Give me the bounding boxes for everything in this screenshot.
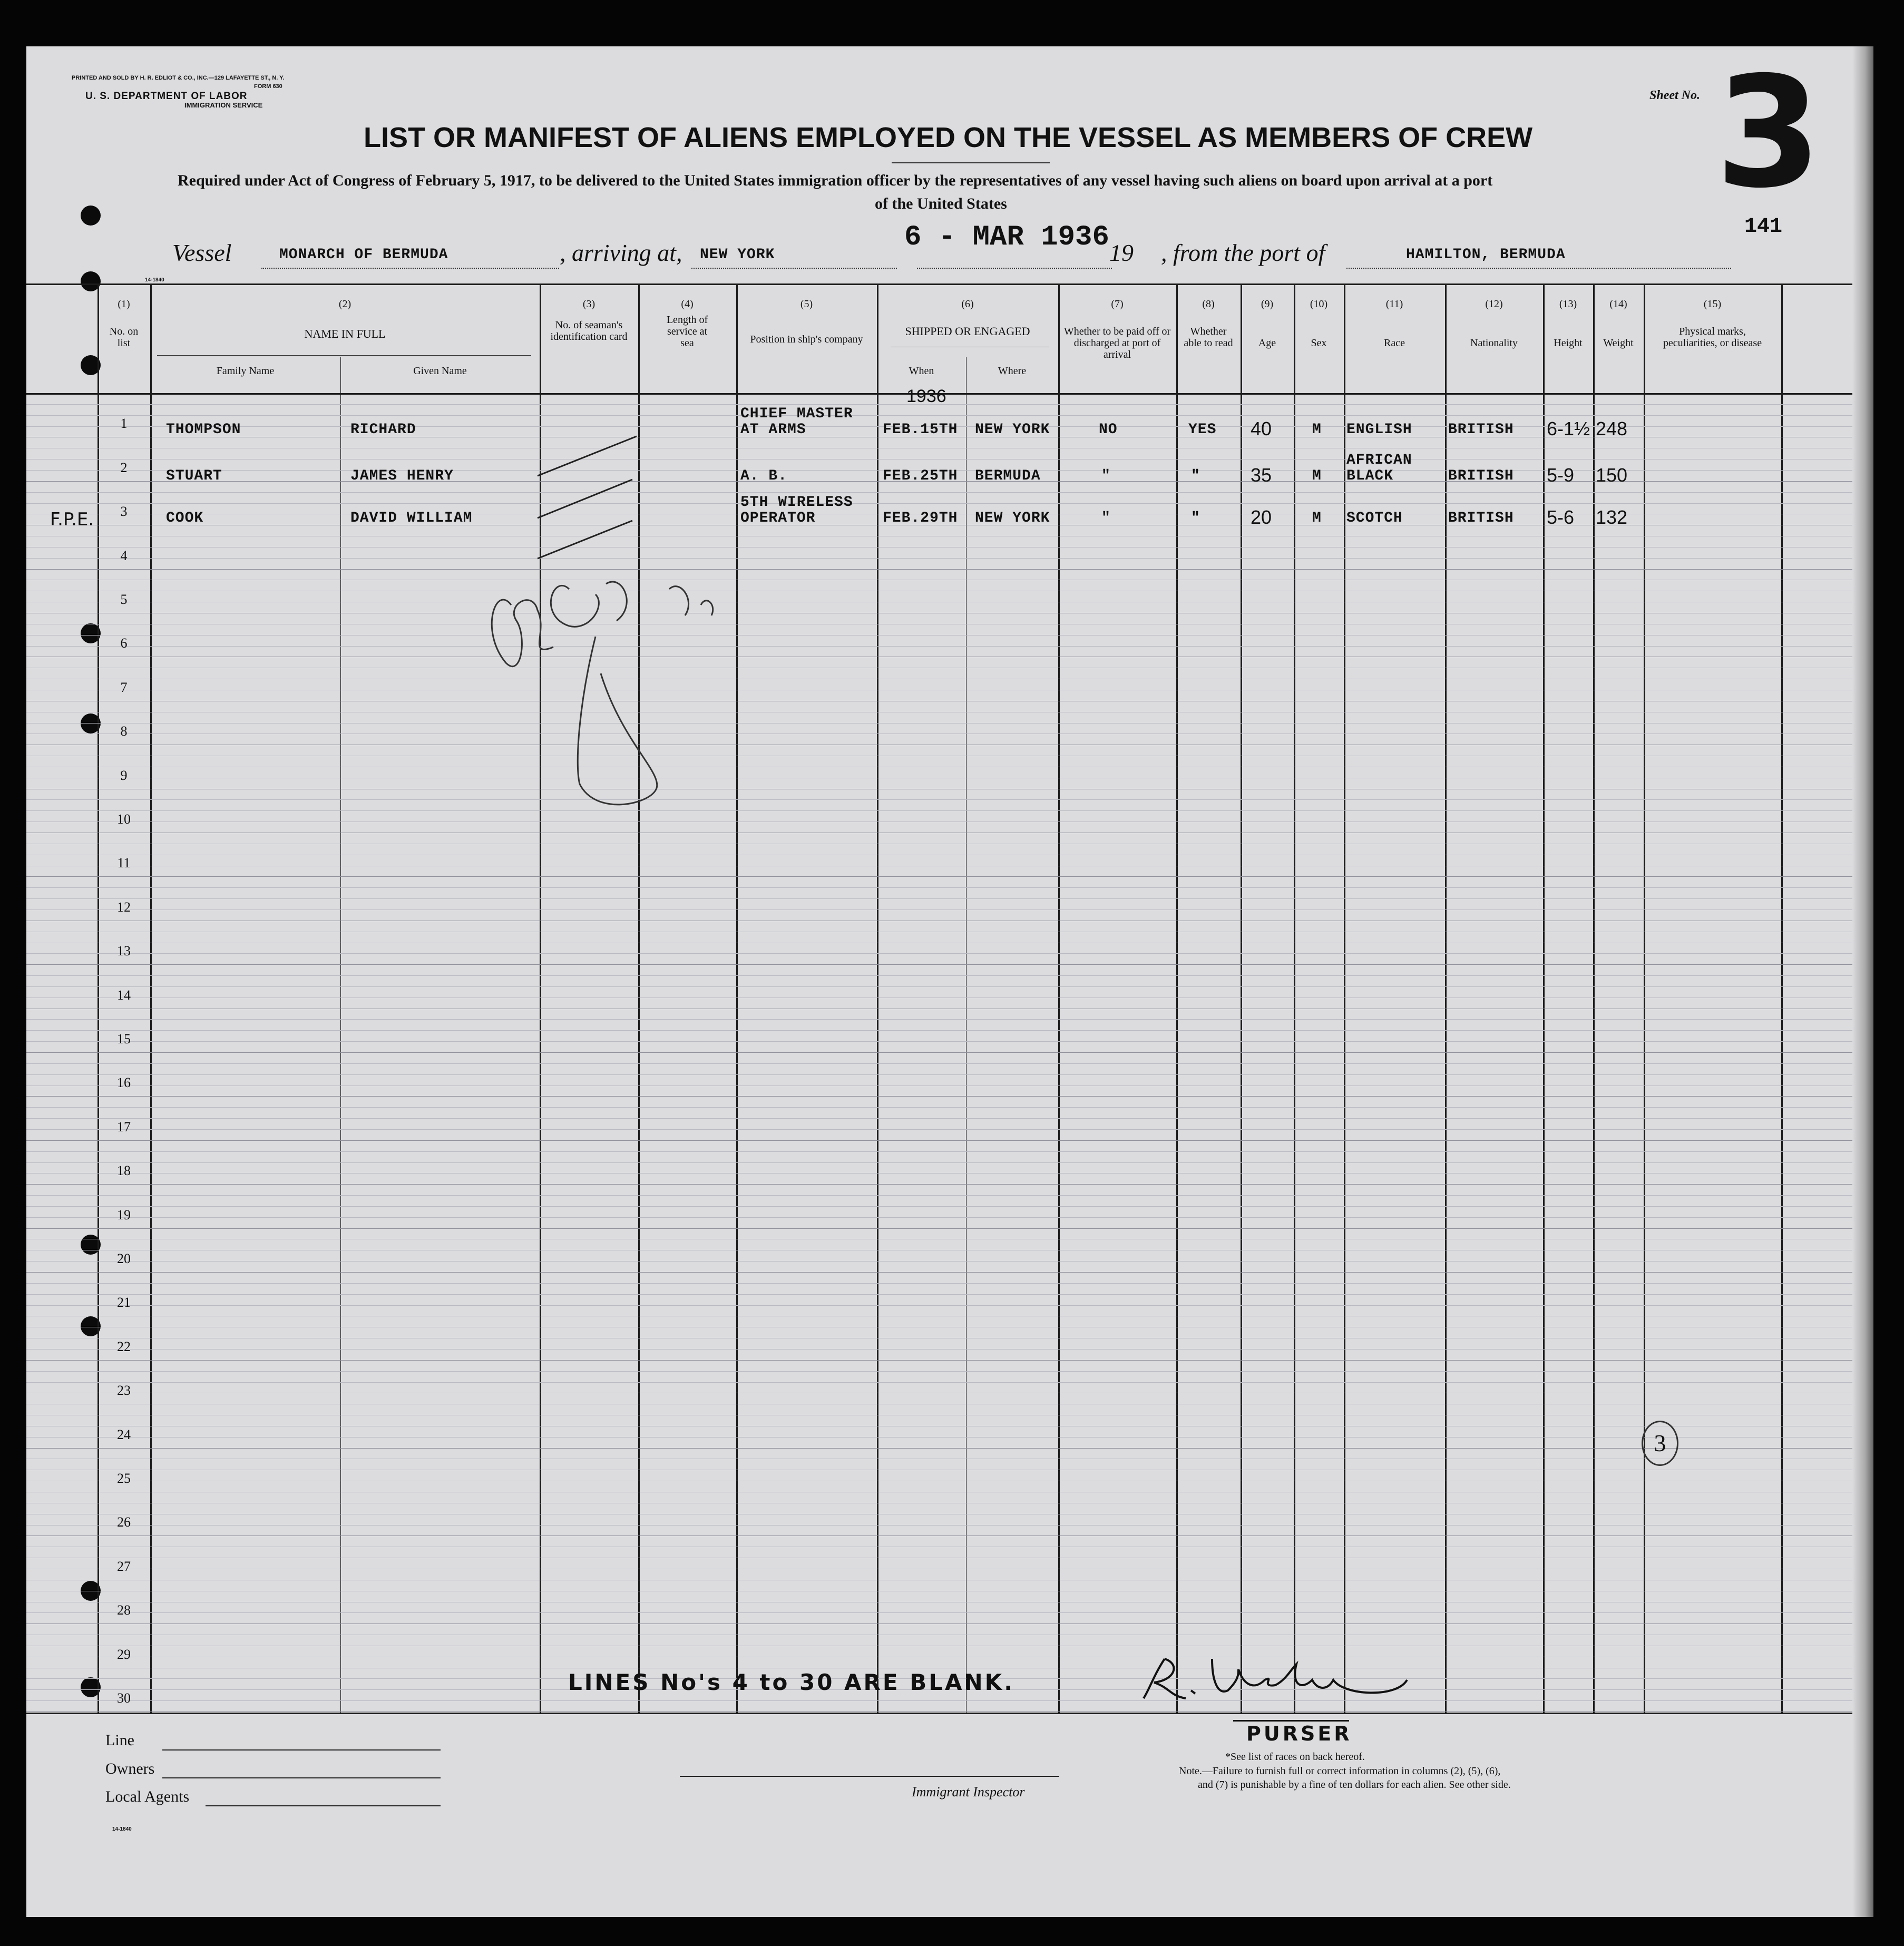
row-rule: [26, 1382, 1873, 1383]
column-divider: [1445, 283, 1447, 1713]
column-divider: [877, 283, 878, 1713]
arriving-label: , arriving at,: [560, 239, 682, 266]
position-cont: OPERATOR: [740, 510, 816, 526]
col-number: (6): [961, 298, 974, 310]
row-rule: [26, 1437, 1873, 1438]
purser-underline: [1233, 1720, 1349, 1722]
row-rule: [26, 1700, 1873, 1701]
line-number: 16: [117, 1075, 131, 1091]
col-number: (13): [1559, 298, 1577, 310]
line-number: 14: [117, 987, 131, 1003]
table-top-border: [26, 283, 1873, 285]
col-header-position: Position in ship's company: [750, 334, 863, 345]
shipped-when: FEB.15TH: [883, 422, 958, 438]
line-number: 26: [117, 1514, 131, 1530]
column-divider: [1058, 283, 1060, 1713]
row-rule: [26, 1151, 1873, 1152]
date-stamp: 6 - MAR 1936: [904, 221, 1109, 253]
row-rule: [26, 986, 1873, 987]
col-header-height: Height: [1554, 337, 1583, 349]
position: CHIEF MASTER: [740, 406, 853, 422]
immigrant-inspector-label: Immigrant Inspector: [912, 1784, 1025, 1800]
department-name: U. S. DEPARTMENT OF LABOR: [85, 91, 248, 102]
line-number: 5: [120, 592, 128, 607]
given-name: JAMES HENRY: [350, 468, 454, 484]
shipped-where: NEW YORK: [975, 422, 1050, 438]
row-rule: [26, 1195, 1873, 1196]
owners-label: Owners: [105, 1760, 155, 1777]
col-number: (7): [1111, 298, 1124, 310]
col-header-sex: Sex: [1311, 337, 1327, 349]
inspector-rule: [680, 1776, 1059, 1777]
col-header-nationality: Nationality: [1470, 337, 1518, 349]
subtitle-continued: of the United States: [875, 195, 1007, 212]
col-header-where: Where: [998, 365, 1027, 377]
column-divider: [1344, 283, 1345, 1713]
col-number: (15): [1703, 298, 1722, 310]
row-rule: [26, 1371, 1873, 1372]
paid-off: ": [1101, 510, 1111, 526]
subtitle: Required under Act of Congress of February 5, 1917, to be delivered to the United States immigration officer by the representatives of any vessel having such aliens on board upon arrival at a port: [178, 172, 1493, 189]
line-number: 17: [117, 1119, 131, 1135]
col-number: (3): [582, 298, 595, 310]
column-divider: [1781, 283, 1783, 1713]
col-header-family-name: Family Name: [216, 365, 275, 377]
column-divider: [736, 283, 738, 1713]
col-header-physical-marks: Physical marks, peculiarities, or disease: [1663, 326, 1762, 349]
line-number: 12: [117, 899, 131, 915]
age: 35: [1251, 464, 1272, 486]
col-number: (2): [338, 298, 351, 310]
line-number: 24: [117, 1426, 131, 1442]
line-number: 7: [120, 679, 128, 695]
col-number: (10): [1310, 298, 1328, 310]
able-to-read: YES: [1188, 422, 1217, 438]
line-number: 8: [120, 723, 128, 739]
row-rule: [26, 1030, 1873, 1031]
col-number: (8): [1202, 298, 1215, 310]
col-number: (12): [1485, 298, 1503, 310]
line-number: 10: [117, 811, 131, 827]
sex: M: [1312, 422, 1322, 438]
row-rule: [26, 1206, 1873, 1207]
family-name: STUART: [166, 468, 222, 484]
row-rule: [26, 1052, 1873, 1053]
races-note: *See list of races on back hereof.: [1225, 1751, 1365, 1763]
col-header-shipped: SHIPPED OR ENGAGED: [905, 325, 1030, 338]
family-name: COOK: [166, 510, 204, 526]
line-number: 2: [120, 459, 128, 475]
local-agents-label: Local Agents: [105, 1788, 190, 1805]
column-divider: [340, 357, 341, 1713]
page-edge: [1852, 46, 1873, 1917]
arrival-rule: [691, 268, 897, 269]
purser-signature-text: [1144, 1690, 1146, 1691]
row-rule: [26, 964, 1873, 965]
col-header-service-length: Length of service at sea: [666, 314, 708, 349]
col-number: (1): [118, 298, 130, 310]
line-label: Line: [105, 1732, 134, 1749]
col-header-given-name: Given Name: [413, 365, 467, 377]
row-rule: [26, 1261, 1873, 1262]
owners-rule: [162, 1777, 441, 1778]
departure-port: HAMILTON, BERMUDA: [1406, 247, 1566, 263]
column-divider: [1241, 283, 1242, 1713]
row-rule: [26, 492, 1873, 493]
weight: 132: [1596, 506, 1628, 528]
line-number: 30: [117, 1690, 131, 1706]
col-number: (4): [681, 298, 694, 310]
col-header-age: Age: [1258, 337, 1276, 349]
row-rule: [26, 1228, 1873, 1229]
fine-note-continued: and (7) is punishable by a fine of ten dollars for each alien. See other side.: [1198, 1779, 1511, 1791]
row-rule: [26, 1162, 1873, 1163]
departure-rule: [1346, 268, 1731, 269]
row-rule: [26, 810, 1873, 811]
row-rule: [26, 975, 1873, 976]
col-header-id-card: No. of seaman's identification card: [550, 319, 628, 343]
line-number: 25: [117, 1471, 131, 1486]
sex: M: [1312, 468, 1322, 484]
row-rule: [26, 646, 1873, 647]
row-rule: [26, 415, 1873, 416]
purser-signature: [1133, 1648, 1439, 1706]
col-number: (14): [1609, 298, 1627, 310]
col-number: (5): [800, 298, 813, 310]
paid-off: ": [1101, 468, 1111, 484]
blank-lines-note: LINES No's 4 to 30 ARE BLANK.: [568, 1669, 1015, 1695]
row-rule: [26, 799, 1873, 800]
row-rule: [26, 1294, 1873, 1295]
nationality: BRITISH: [1448, 468, 1514, 484]
vessel-rule: [261, 268, 559, 269]
title-underline: [892, 162, 1050, 163]
form-code-bottom: 14-1840: [112, 1826, 132, 1832]
line-number: 18: [117, 1163, 131, 1179]
row-rule: [26, 1129, 1873, 1130]
col-header-list-no: No. on list: [109, 326, 139, 349]
header-bottom-border: [26, 393, 1873, 395]
date-rule: [917, 268, 1112, 269]
given-name: DAVID WILLIAM: [350, 510, 473, 526]
line-number: 19: [117, 1207, 131, 1223]
line-number: 27: [117, 1558, 131, 1574]
row-rule: [26, 558, 1873, 559]
col-header-weight: Weight: [1603, 337, 1634, 349]
page-title: LIST OR MANIFEST OF ALIENS EMPLOYED ON THE VESSEL AS MEMBERS OF CREW: [364, 122, 1533, 153]
vessel-name: MONARCH OF BERMUDA: [279, 247, 448, 263]
age: 40: [1251, 418, 1272, 439]
race: ENGLISH: [1346, 422, 1412, 438]
form-number: FORM 630: [254, 83, 282, 90]
row-rule: [26, 1019, 1873, 1020]
line-number: 13: [117, 943, 131, 959]
row-rule: [26, 1360, 1873, 1361]
able-to-read: ": [1191, 510, 1200, 526]
arrival-port: NEW YORK: [700, 247, 775, 263]
vessel-label: Vessel: [172, 239, 232, 266]
shipped-when: FEB.25TH: [883, 468, 958, 484]
fine-note: Note.—Failure to furnish full or correct information in columns (2), (5), (6),: [1179, 1765, 1501, 1777]
row-rule: [26, 876, 1873, 877]
agents-rule: [206, 1805, 441, 1806]
nationality: BRITISH: [1448, 422, 1514, 438]
from-port-label: , from the port of: [1161, 239, 1325, 266]
height: 5-6: [1547, 506, 1575, 528]
row-rule: [26, 503, 1873, 504]
paid-off: NO: [1099, 422, 1118, 438]
row-rule: [26, 1283, 1873, 1284]
line-number: 28: [117, 1602, 131, 1618]
row-rule: [26, 1612, 1873, 1613]
line-number: 3: [120, 504, 128, 520]
column-divider: [1294, 283, 1295, 1713]
margin-note: F.P.E.: [50, 509, 94, 530]
row-rule: [26, 898, 1873, 899]
line-number: 11: [117, 855, 131, 871]
row-rule: [26, 1074, 1873, 1075]
sex: M: [1312, 510, 1322, 526]
line-number: 9: [120, 767, 128, 783]
name-subrule: [157, 355, 531, 356]
line-number: 29: [117, 1646, 131, 1662]
row-rule: [26, 1272, 1873, 1273]
age: 20: [1251, 506, 1272, 528]
line-number: 22: [117, 1338, 131, 1354]
row-rule: [26, 1448, 1873, 1449]
row-rule: [26, 1217, 1873, 1218]
inspector-signature: [448, 542, 764, 858]
circled-number: 3: [1642, 1421, 1678, 1466]
position: A. B.: [740, 468, 788, 484]
shipped-where: BERMUDA: [975, 468, 1041, 484]
row-rule: [26, 887, 1873, 888]
form-code-top: 14-1840: [145, 277, 164, 283]
nationality: BRITISH: [1448, 510, 1514, 526]
col-header-race: Race: [1384, 337, 1405, 349]
purser-title: PURSER: [1246, 1722, 1352, 1745]
year-prefix: 19: [1109, 239, 1134, 266]
shipped-where: NEW YORK: [975, 510, 1050, 526]
row-rule: [26, 1041, 1873, 1042]
punch-hole: [81, 206, 101, 226]
row-rule: [26, 1173, 1873, 1174]
row-rule: [26, 1096, 1873, 1097]
service-name: IMMIGRATION SERVICE: [184, 101, 263, 109]
table-bottom-border: [26, 1713, 1873, 1714]
height: 6-1½: [1547, 418, 1590, 439]
row-rule: [26, 1063, 1873, 1064]
line-number: 6: [120, 635, 128, 651]
line-number: 23: [117, 1383, 131, 1399]
race-cont: BLACK: [1346, 468, 1394, 484]
row-rule: [26, 1118, 1873, 1119]
col-number: (9): [1261, 298, 1274, 310]
line-number: 15: [117, 1031, 131, 1047]
line-number: 21: [117, 1295, 131, 1311]
line-number: 20: [117, 1251, 131, 1266]
sheet-number-label: Sheet No.: [1649, 89, 1700, 102]
row-rule: [26, 404, 1873, 405]
line-number: 4: [120, 547, 128, 563]
line-rule: [162, 1749, 441, 1751]
row-rule: [26, 1305, 1873, 1306]
shipped-when: FEB.29TH: [883, 510, 958, 526]
row-rule: [26, 953, 1873, 954]
col-header-able-to-read: Whether able to read: [1184, 326, 1233, 349]
col-header-paid-off: Whether to be paid off or discharged at port of arrival: [1063, 326, 1171, 360]
column-divider: [150, 283, 152, 1713]
row-rule: [26, 1349, 1873, 1350]
sheet-number: 3: [1715, 46, 1822, 222]
column-divider: [1176, 283, 1178, 1713]
race: AFRICAN: [1346, 452, 1412, 468]
position-cont: AT ARMS: [740, 422, 806, 438]
column-divider: [97, 283, 99, 1713]
col-header-when: When: [909, 365, 934, 377]
col-number: (11): [1385, 298, 1403, 310]
row-rule: [26, 1184, 1873, 1185]
year-note: 1936: [906, 386, 946, 406]
col-header-name: NAME IN FULL: [304, 327, 386, 340]
given-name: RICHARD: [350, 422, 416, 438]
row-rule: [26, 569, 1873, 570]
race: SCOTCH: [1346, 510, 1403, 526]
column-divider: [1593, 283, 1595, 1713]
position: 5TH WIRELESS: [740, 494, 853, 511]
stamp-number: 141: [1744, 215, 1783, 239]
printer-line: PRINTED AND SOLD BY H. R. EDLIOT & CO., INC.—129 LAFAYETTE ST., N. Y.: [72, 75, 285, 81]
column-divider: [1644, 283, 1645, 1713]
height: 5-9: [1547, 464, 1575, 486]
row-rule: [26, 1140, 1873, 1141]
line-number: 1: [120, 416, 128, 432]
weight: 150: [1596, 464, 1628, 486]
able-to-read: ": [1191, 468, 1200, 484]
row-rule: [26, 1107, 1873, 1108]
family-name: THOMPSON: [166, 422, 241, 438]
column-divider: [1543, 283, 1545, 1713]
weight: 248: [1596, 418, 1628, 439]
manifest-sheet: [26, 46, 1873, 1917]
